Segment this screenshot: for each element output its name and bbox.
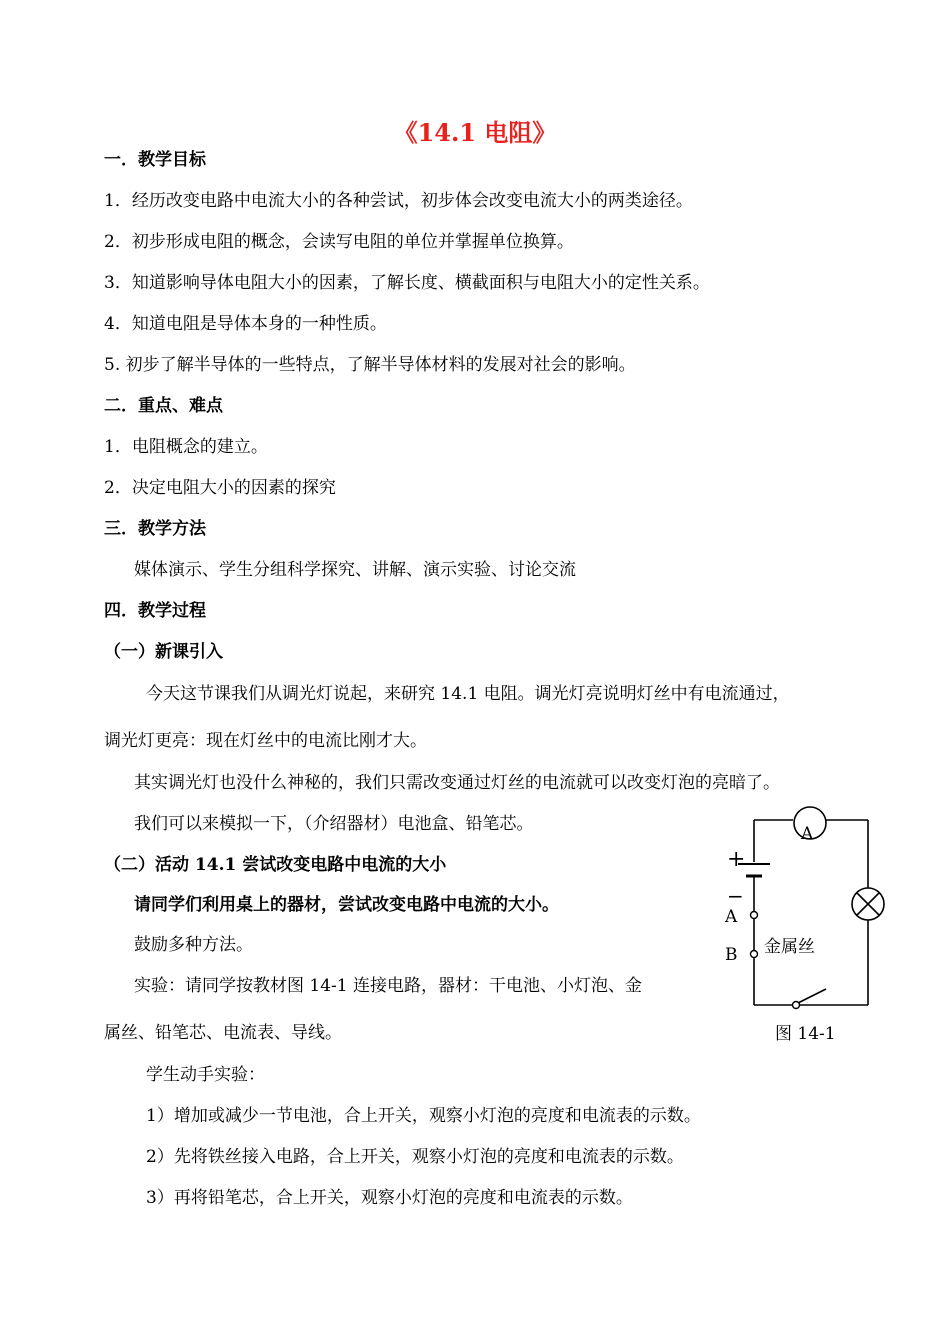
switch-lever <box>796 989 826 1004</box>
step-1: 1）增加或减少一节电池，合上开关，观察小灯泡的亮度和电流表的示数。 <box>146 1106 701 1126</box>
lamp-icon <box>852 888 884 920</box>
lamp-cross-2 <box>857 893 879 915</box>
hands-on-label: 学生动手实验： <box>146 1065 265 1085</box>
intro-paragraph-line-1: 今天这节课我们从调光灯说起，来研究 14.1 电阻。调光灯亮说明灯丝中有电流通过， <box>146 684 790 704</box>
methods-text: 媒体演示、学生分组科学探究、讲解、演示实验、讨论交流 <box>134 560 576 580</box>
terminal-a <box>751 912 758 919</box>
activity-encourage: 鼓励多种方法。 <box>134 935 253 955</box>
intro-paragraph-2: 其实调光灯也没什么神秘的，我们只需改变通过灯丝的电流就可以改变灯泡的亮暗了。 <box>134 773 780 793</box>
intro-heading: （一）新课引入 <box>104 642 223 662</box>
goal-item-1: 1．经历改变电路中电流大小的各种尝试，初步体会改变电流大小的两类途径。 <box>104 191 693 211</box>
activity-heading: （二）活动 14.1 尝试改变电路中电流的大小 <box>104 855 447 875</box>
goal-item-4: 4．知道电阻是导体本身的一种性质。 <box>104 314 387 334</box>
terminal-b <box>751 951 758 958</box>
page-title: 《14.1 电阻》 <box>393 118 557 147</box>
lamp-cross-1 <box>857 893 879 915</box>
switch-pivot <box>793 1002 800 1009</box>
figure-caption: 图 14-1 <box>775 1024 836 1044</box>
battery-plus-label: + <box>727 847 746 872</box>
battery-minus-label: − <box>727 884 744 908</box>
intro-paragraph-line-2: 调光灯更亮：现在灯丝中的电流比刚才大。 <box>104 731 427 751</box>
experiment-line-2: 属丝、铅笔芯、电流表、导线。 <box>104 1023 342 1043</box>
step-2: 2）先将铁丝接入电路，合上开关，观察小灯泡的亮度和电流表的示数。 <box>146 1147 684 1167</box>
goal-item-5: 5. 初步了解半导体的一些特点，了解半导体材料的发展对社会的影响。 <box>104 355 636 375</box>
point-b-label: B <box>725 945 738 965</box>
goal-item-3: 3．知道影响导体电阻大小的因素，了解长度、横截面积与电阻大小的定性关系。 <box>104 273 710 293</box>
keypoint-item-1: 1．电阻概念的建立。 <box>104 437 268 457</box>
metal-wire-label: 金属丝 <box>764 937 815 957</box>
section-methods-heading: 三．教学方法 <box>104 519 206 539</box>
step-3: 3）再将铅笔芯，合上开关，观察小灯泡的亮度和电流表的示数。 <box>146 1188 633 1208</box>
keypoint-item-2: 2．决定电阻大小的因素的探究 <box>104 478 336 498</box>
goal-item-2: 2．初步形成电阻的概念，会读写电阻的单位并掌握单位换算。 <box>104 232 574 252</box>
experiment-line-1: 实验：请同学按教材图 14-1 连接电路，器材：干电池、小灯泡、金 <box>134 976 642 996</box>
ammeter-label: A <box>801 824 814 844</box>
point-a-label: A <box>725 907 738 927</box>
activity-instruction: 请同学们利用桌上的器材，尝试改变电路中电流的大小。 <box>134 895 559 915</box>
intro-paragraph-3: 我们可以来模拟一下，（介绍器材）电池盒、铅笔芯。 <box>134 814 534 834</box>
section-goals-heading: 一．教学目标 <box>104 150 206 170</box>
section-keypoints-heading: 二．重点、难点 <box>104 396 223 416</box>
section-process-heading: 四．教学过程 <box>104 601 206 621</box>
